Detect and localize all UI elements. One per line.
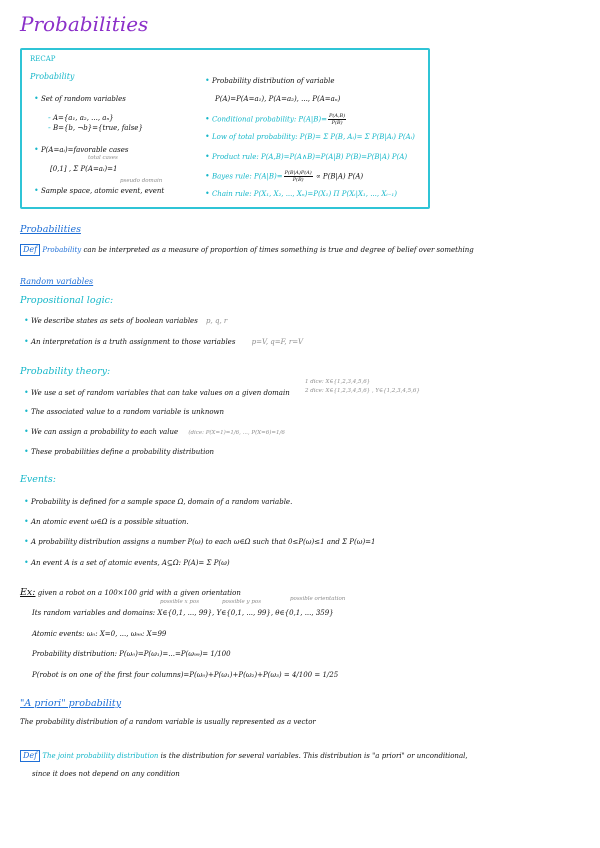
list-item: • We can assign a probability to each value (dice: P(X=1)=1/6, ..., P(X=6)=1/6: [24, 427, 285, 436]
recap-item: • P(A=aᵢ)=favorable cases: [34, 145, 129, 154]
page-title: Probabilities: [20, 12, 149, 36]
example-line: Ex: given a robot on a 100×100 grid with a given orientation: [20, 587, 241, 598]
example-annotation: possible orientation: [290, 596, 346, 602]
example-annotation: possible x pos: [160, 599, 200, 605]
recap-heading: Probability: [30, 72, 75, 81]
def-tag: Def: [20, 244, 40, 256]
subsection-heading: Events:: [20, 474, 56, 485]
definition-line: Def The joint probability distribution is the distribution for several variables. This distribution is "a priori" or unconditional,: [20, 750, 468, 762]
list-item: • An atomic event ω∈Ω is a possible situation.: [24, 517, 189, 526]
section-heading: Probabilities: [20, 224, 81, 235]
recap-label: RECAP: [30, 55, 56, 63]
section-heading: Random variables: [20, 277, 94, 286]
def-tag: Def: [20, 750, 40, 762]
recap-item: • Low of total probability: P(B)= Σ P(B, Aᵢ)= Σ P(B|Aᵢ) P(Aᵢ): [205, 132, 415, 141]
list-item: • These probabilities define a probability distribution: [24, 447, 215, 456]
list-item: • We describe states as sets of boolean variables p, q, r: [24, 316, 228, 325]
recap-item: - A={a₁, a₂, ..., aₙ}: [48, 113, 114, 122]
example-line: Its random variables and domains: X∈{0,1, ..., 99}, Y∈{0,1, ..., 99}, θ∈{0,1, ..., 359}: [32, 609, 334, 617]
list-item: • An interpretation is a truth assignment to those variables p=V, q=F, r=V: [24, 337, 304, 346]
example-line: P(robot is on one of the first four columns)=P(ω₀)+P(ω₁)+P(ω₂)+P(ω₃) = 4/100 = 1/25: [32, 671, 339, 679]
paragraph: since it does not depend on any condition: [32, 770, 180, 778]
note: 1 dice: X∈{1,2,3,4,5,6}: [305, 379, 371, 385]
subsection-heading: Probability theory:: [20, 366, 111, 377]
recap-item: • Probability distribution of variable: [205, 76, 335, 85]
list-item: • A probability distribution assigns a number P(ω) to each ω∈Ω such that 0≤P(ω)≤1 and Σ P(ω)=1: [24, 537, 376, 546]
definition-line: Def Probability can be interpreted as a measure of proportion of times something is true and degree of belief over something: [20, 244, 474, 256]
recap-item: [0,1] , Σ P(A=aᵢ)=1: [50, 165, 118, 173]
example-line: Atomic events: ω₀: X=0, ..., ω₉₉: X=99: [32, 630, 167, 638]
list-item: • Probability is defined for a sample space Ω, domain of a random variable.: [24, 497, 293, 506]
subsection-heading: Propositional logic:: [20, 295, 114, 306]
recap-annotation: total cases: [88, 155, 118, 161]
section-heading: "A priori" probability: [20, 698, 122, 709]
paragraph: The probability distribution of a random variable is usually represented as a vector: [20, 718, 316, 726]
recap-item: • Chain rule: P(X₁, X₂, ..., Xₙ)=P(X₁) Π P(Xᵢ|X₁, ..., Xᵢ₋₁): [205, 189, 397, 198]
example-line: Probability distribution: P(ω₀)=P(ω₁)=...=P(ω₉₉)= 1/100: [32, 650, 231, 658]
recap-item: • Sample space, atomic event, event: [34, 186, 165, 195]
list-item: • The associated value to a random variable is unknown: [24, 407, 225, 416]
recap-item: • Set of random variables: [34, 94, 126, 103]
recap-item: • Product rule: P(A,B)=P(A∧B)=P(A|B) P(B)=P(B|A) P(A): [205, 152, 408, 161]
recap-item: • Conditional probability: P(A|B)= $\frac{P(A,B)}{P(B)}$: [205, 113, 346, 126]
note: 2 dice: X∈{1,2,3,4,5,6} , Y∈{1,2,3,4,5,6}: [305, 388, 420, 394]
recap-item: • Bayes rule: P(A|B)= $\frac{P(B|A)P(A)}{P(B)}$ ∝ P(B|A) P(A): [205, 170, 364, 183]
list-item: • An event A is a set of atomic events, A⊆Ω: P(A)= Σ P(ω): [24, 558, 230, 567]
list-item: • We use a set of random variables that can take values on a given domain: [24, 388, 290, 397]
example-annotation: possible y pos: [222, 599, 262, 605]
recap-item: P(A)=P(A=a₁), P(A=a₂), ..., P(A=aₙ): [215, 95, 341, 103]
recap-annotation: pseudo domain: [120, 178, 163, 184]
recap-item: - B={b, ¬b}={true, false}: [48, 123, 143, 132]
